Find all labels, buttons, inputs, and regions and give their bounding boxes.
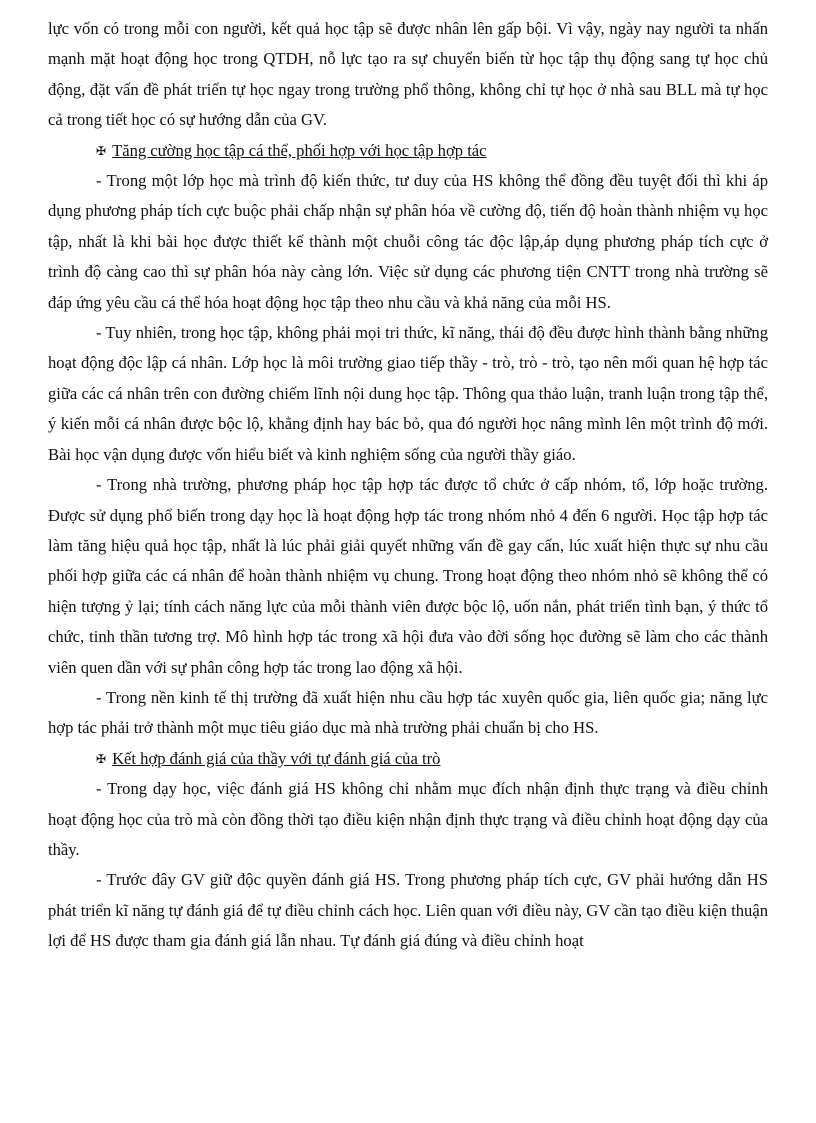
paragraph-cooperation: - Tuy nhiên, trong học tập, không phải mọi tri thức, kĩ năng, thái độ đều được hình thành bằng những hoạt động độc lập cá nhân. Lớp học là môi trường giao tiếp thầy - trò, trò - trò, tạo nên mối quan hệ hợp tác giữa các cá nhân trên con đường chiếm lĩnh nội dung học tập. Thông qua thảo luận, tranh luận trong tập thể, ý kiến mỗi cá nhân được bộc lộ, khẳng định hay bác bỏ, qua đó người học nâng mình lên một trình độ mới. Bài học vận dụng được vốn hiểu biết và kinh nghiệm sống của người thầy giáo. [48,323,768,464]
paragraph-group-learning: - Trong nhà trường, phương pháp học tập hợp tác được tổ chức ở cấp nhóm, tổ, lớp hoặc trường. Được sử dụng phổ biến trong dạy học là hoạt động hợp tác trong nhóm nhỏ 4 đến 6 người. Học tập hợp tác làm tăng hiệu quả học tập, nhất là lúc phải giải quyết những vấn đề gay cấn, lúc xuất hiện thực sự nhu cầu phối hợp giữa các cá nhân để hoàn thành nhiệm vụ chung. Trong hoạt động theo nhóm nhỏ sẽ không thể có hiện tượng ỷ lại; tính cách năng lực của mỗi thành viên được bộc lộ, uốn nắn, phát triển tình bạn, ý thức tổ chức, tinh thần tương trợ. Mô hình hợp tác trong xã hội đưa vào đời sống học đường sẽ làm cho các thành viên quen dần với sự phân công hợp tác trong lao động xã hội. [48,475,768,677]
paragraph-market-economy: - Trong nền kinh tế thị trường đã xuất hiện nhu cầu hợp tác xuyên quốc gia, liên quốc gia; năng lực hợp tác phải trở thành một mục tiêu giáo dục mà nhà trường phải chuẩn bị cho HS. [48,687,768,738]
section-heading-individual-cooperative-learning [48,136,768,166]
cross-bullet-icon: ✠ [96,751,107,766]
heading-text: Tăng cường học tập cá thể, phối hợp với học tập hợp tác [112,140,487,160]
paragraph-intro: lực vốn có trong mỗi con người, kết quả học tập sẽ được nhân lên gấp bội. Vì vậy, ngày nay người ta nhấn mạnh mặt hoạt động học trong QTDH, nỗ lực tạo ra sự chuyển biến từ học tập thụ động sang tự học chủ động, đặt vấn đề phát triển tự học ngay trong trường phổ thông, không chỉ tự học ở nhà sau BLL mà tự học cả trong tiết học có sự hướng dẫn của GV. [48,19,768,130]
cross-bullet-icon: ✠ [96,143,107,158]
section-heading-assessment [48,744,768,774]
paragraph-self-assessment: - Trước đây GV giữ độc quyền đánh giá HS. Trong phương pháp tích cực, GV phải hướng dẫn HS phát triển kĩ năng tự đánh giá để tự điều chỉnh cách học. Liên quan với điều này, GV cần tạo điều kiện thuận lợi để HS được tham gia đánh giá lẫn nhau. Tự đánh giá đúng và điều chỉnh hoạt [48,870,768,951]
paragraph-assessment-purpose: - Trong dạy học, việc đánh giá HS không chỉ nhằm mục đích nhận định thực trạng và điều chỉnh hoạt động học của trò mà còn đồng thời tạo điều kiện nhận định thực trạng và điều chỉnh hoạt động dạy của thầy. [48,779,768,859]
heading-text: Kết hợp đánh giá của thầy với tự đánh giá của trò [112,748,441,768]
paragraph-differentiation: - Trong một lớp học mà trình độ kiến thức, tư duy của HS không thể đồng đều tuyệt đối thì khi áp dụng phương pháp tích cực buộc phải chấp nhận sự phân hóa về cường độ, tiến độ hoàn thành nhiệm vụ học tập, nhất là khi bài học được thiết kế thành một chuỗi công tác độc lập,áp dụng phương pháp tích cực ở trình độ càng cao thì sự phân hóa này càng lớn. Việc sử dụng các phương tiện CNTT trong nhà trường sẽ đáp ứng yêu cầu cá thể hóa hoạt động học tập theo nhu cầu và khả năng của mỗi HS. [48,171,768,312]
document-page [48,14,768,957]
